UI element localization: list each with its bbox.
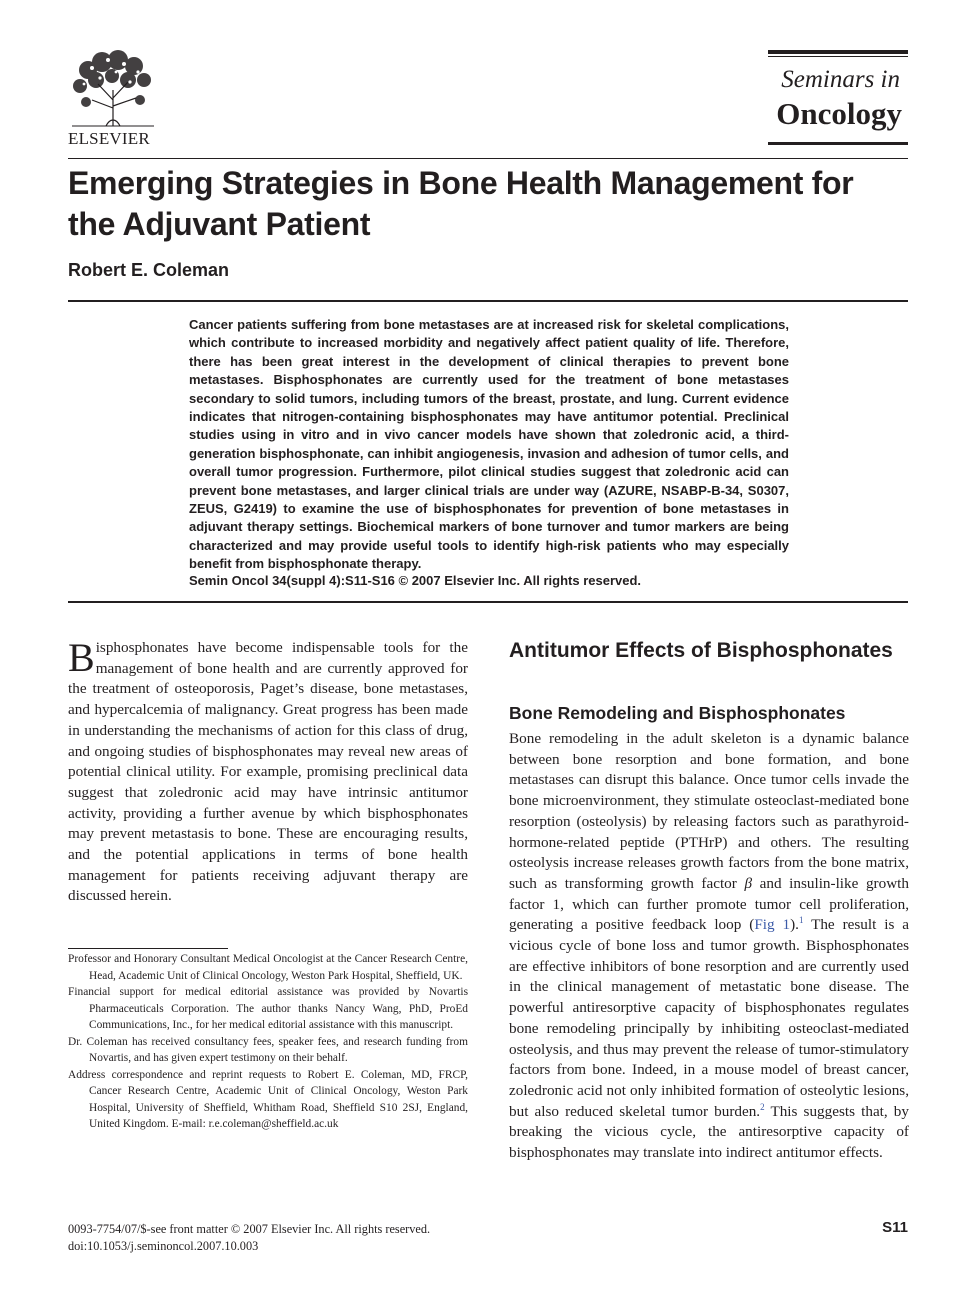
title-rule (68, 300, 908, 302)
abstract: Cancer patients suffering from bone metastases are at increased risk for skeletal complications, which contribute to increased morbidity and negatively affect patient quality of life. Therefore, there has been great interest in the development of clinical therapies to prevent bone metastases. Bisphosphonates are currently used for the treatment of bone metastases secondary to solid tumors, including tumors of the breast, prostate, and lung. Current evidence indicates that nitrogen-containing bisphosphonates may have antitumor potential. Preclinical studies using in vitro and in vivo cancer models have shown that zoledronic acid, a third-generation bisphosphonate, can inhibit angiogenesis, invasion and adhesion of tumor cells, and overall tumor progression. Furthermore, pilot clinical studies suggest that zoledronic acid can prevent bone metastases, and larger clinical trials are under way (AZURE, NSABP-B-34, S0307, ZEUS, G2419) to examine the use of bisphosphonates for prevention of bone metastases in adjuvant therapy settings. Biochemical markers of bone turnover and tumor markers are being characterized and may provide useful tools to identify high-risk patients who may especially benefit from bisphosphonate therapy. (189, 317, 789, 572)
figure-1-link[interactable]: Fig 1 (754, 916, 791, 934)
footer-info (68, 1221, 430, 1255)
journal-name-line2: Oncology (776, 96, 902, 131)
beta-symbol: β (744, 874, 753, 892)
header-rule (68, 158, 908, 159)
masthead-rule-top-thin (768, 56, 908, 57)
text-part: and insulin-like growth factor 1, which can further promote tumor cell proliferation, generating a positive feedback loop ( (509, 874, 909, 934)
drop-cap: B (68, 635, 95, 680)
article-title: Emerging Strategies in Bone Health Management for the Adjuvant Patient (68, 165, 854, 242)
doi-line[interactable]: doi:10.1053/j.seminoncol.2007.10.003 (68, 1239, 259, 1253)
footnote-funding: Financial support for medical editorial assistance was provided by Novartis Pharmaceuticals Corporation. The author thanks Nancy Wang, PhD, ProEd Communications, Inc., for her medical editorial assistance with this manuscript. (68, 986, 468, 1031)
footnote-disclosure: Dr. Coleman has received consultancy fees, speaker fees, and research funding from Novartis, and has given expert testimony on their behalf. (68, 1035, 468, 1064)
abstract-rule (68, 601, 908, 603)
footnote-affiliation: Professor and Honorary Consultant Medical Oncologist at the Cancer Research Centre, Head, Academic Unit of Clinical Oncology, Weston Park Hospital, Sheffield, UK. (68, 953, 468, 982)
issn-line: 0093-7754/07/$-see front matter © 2007 Elsevier Inc. All rights reserved. (68, 1222, 431, 1236)
subsection-heading: Bone Remodeling and Bisphosphonates (509, 703, 846, 723)
text-part: This suggests that, by breaking the vicious cycle, the antiresorptive capacity of bisphosphonates may translate into indirect antitumor effects. (509, 1102, 909, 1162)
publisher-name: ELSEVIER (68, 129, 150, 148)
section-heading: Antitumor Effects of Bisphosphonates (509, 639, 893, 662)
masthead-rule-top (768, 50, 908, 54)
page-number: S11 (882, 1219, 908, 1236)
masthead-rule-bottom (768, 142, 908, 145)
bone-remodeling-paragraph (509, 729, 909, 1164)
text-part: The result is a vicious cycle of bone loss and tumor growth. Bisphosphonates are effective inhibitors of bone resorption and are currently used in the clinical management of metastatic bone disease. The powerful antiresorptive capacity of bisphosphonates regulates bone remodeling principally by inhibiting osteoclast-mediated osteolysis, and thus may prevent the release of tumor-stimulatory factors from bone. Indeed, in a mouse model of breast cancer, zoledronic acid not only inhibited formation of osteolytic lesions, but also reduced skeletal tumor burden. (509, 916, 909, 1120)
intro-text: isphosphonates have become indispensable tools for the management of bone health and are currently approved for the treatment of osteoporosis, Paget’s disease, bone metastases, and hypercalcemia of malignancy. Great progress has been made in understanding the mechanisms of action for this class of drug, and ongoing studies of bisphosphonates may reveal new areas of potential clinical utility. For example, promising preclinical data suggest that zoledronic acid may have intrinsic antitumor activity, providing a further avenue by which bisphosphonates may prevent metastasis to bone. These are encouraging results, and the potential applications in terms of bone health management for patients receiving adjuvant therapy are discussed herein. (68, 639, 468, 905)
footnotes (68, 951, 468, 1133)
author-name: Robert E. Coleman (68, 260, 230, 280)
text-part: Bone remodeling in the adult skeleton is a dynamic balance between bone resorption and bone formation, and bone metastases can disrupt this balance. Once tumor cells invade the bone microenvironment, they stimulate osteoclast-mediated bone resorption (osteolysis) by releasing factors such as parathyroid-hormone-related peptide (PTHrP) and others. The resulting osteolysis increase releases growth factors from the bone matrix, such as transforming growth factor (509, 730, 909, 892)
reference-2-link[interactable]: 2 (760, 1101, 765, 1112)
journal-masthead (768, 50, 908, 146)
footnote-correspondence: Address correspondence and reprint requests to Robert E. Coleman, MD, FRCP, Cancer Research Centre, Academic Unit of Clinical Oncology, Weston Park Hospital, University of Sheffield, Whitham Road, Sheffield S10 2SJ, England, United Kingdom. E-mail: r.e.coleman@sheffield.ac.uk (68, 1068, 468, 1130)
footnote-rule (68, 948, 228, 949)
reference-1-link[interactable]: 1 (798, 915, 804, 926)
citation-line: Semin Oncol 34(suppl 4):S11-S16 © 2007 Elsevier Inc. All rights reserved. (189, 573, 642, 588)
journal-name-line1: Seminars in (781, 66, 900, 93)
text-part: ). (790, 916, 799, 934)
intro-paragraph (68, 635, 468, 907)
